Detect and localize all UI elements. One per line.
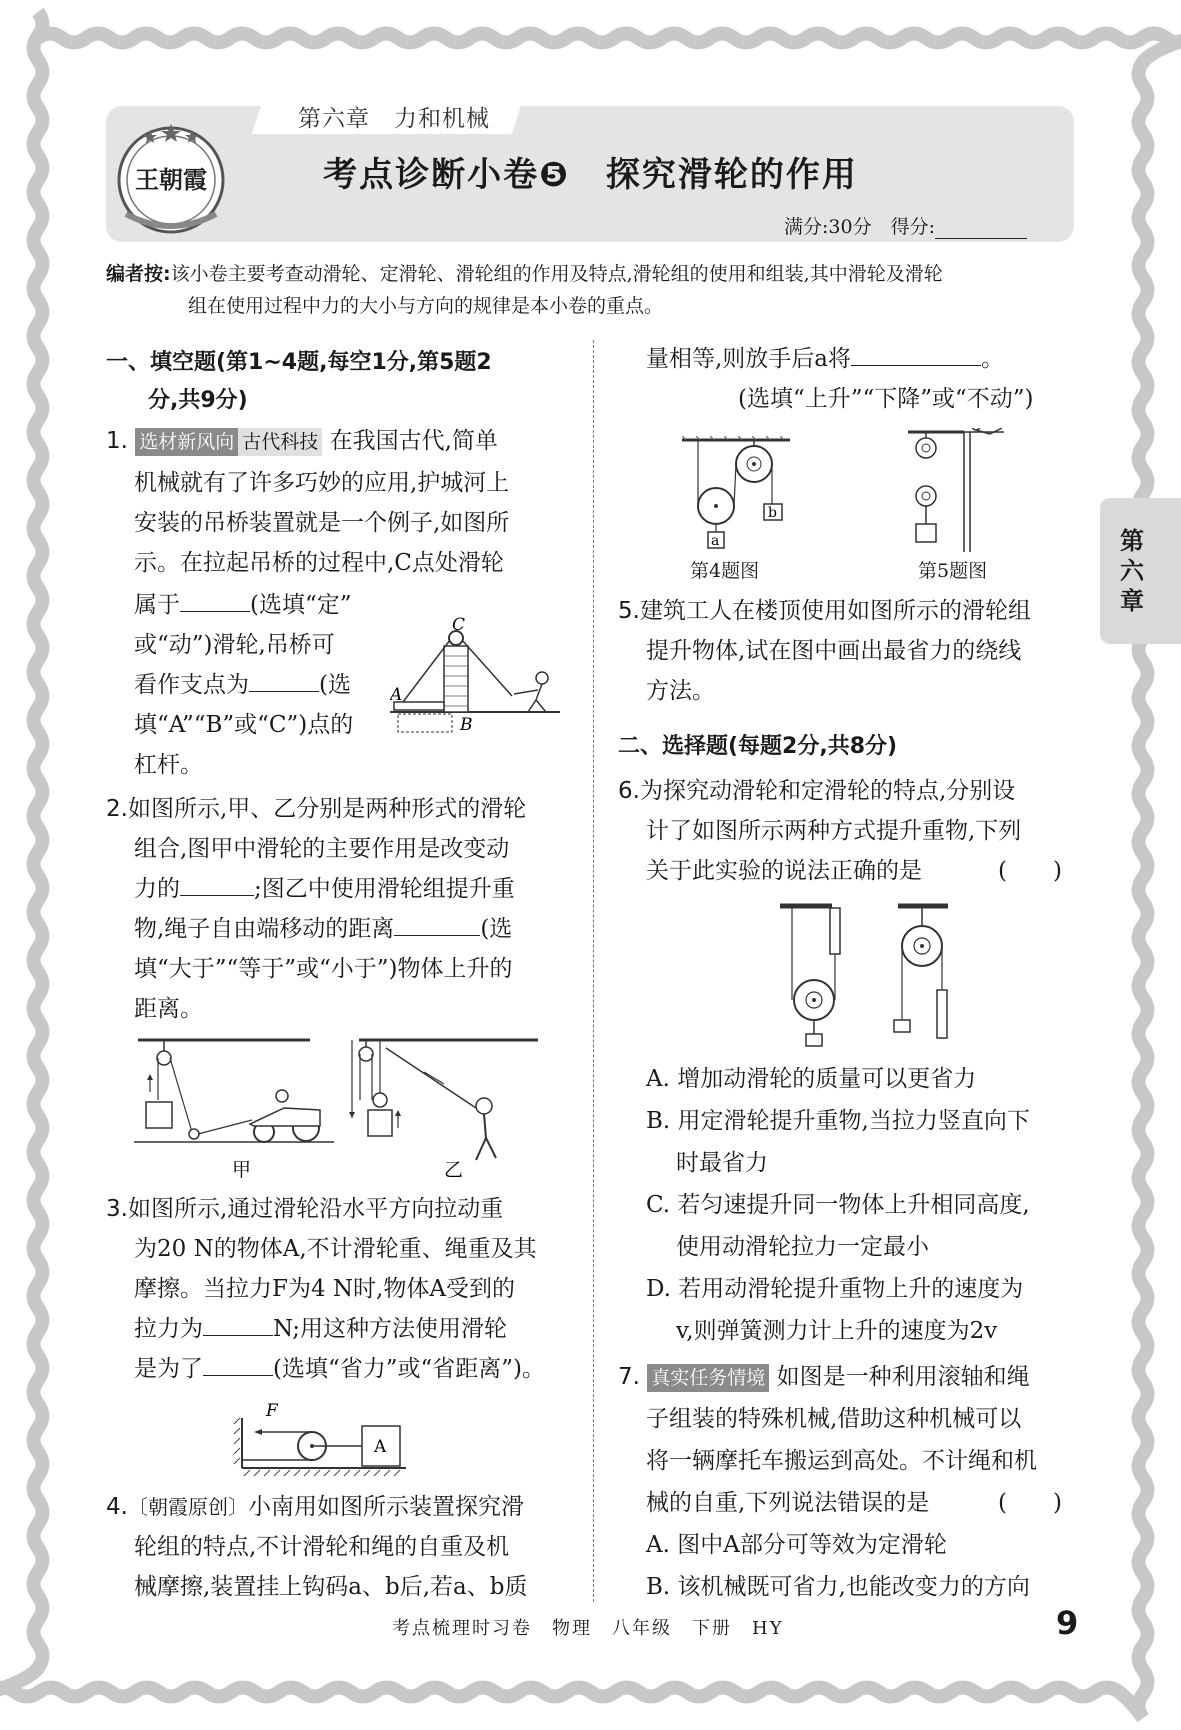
- chapter-side-tab-text: 第六章: [1120, 527, 1144, 615]
- q4-line2: 轮组的特点,不计滑轮和绳的自重及机: [134, 1534, 510, 1560]
- q7-line1: [618, 1356, 1030, 1398]
- section1-title-line1: 一、填空题(第1~4题,每空1分,第5题2: [106, 350, 492, 375]
- q2-caption-yi: 乙: [444, 1159, 464, 1181]
- q4-line5: (选填“上升”“下降”或“不动”): [738, 386, 1034, 412]
- q2-text-4b: (选: [480, 916, 513, 942]
- q3-text-5a: 是为了: [134, 1356, 203, 1382]
- q1-line4: 示。在拉起吊桥的过程中,C点处滑轮: [134, 550, 504, 576]
- q3-text-5b: (选填“省力”或“省距离”)。: [273, 1356, 545, 1382]
- q1-line2: 机械就有了许多巧妙的应用,护城河上: [134, 470, 510, 496]
- section2-title: 二、选择题(每题2分,共8分): [618, 734, 898, 759]
- q6-option-c-line2: 使用动滑轮拉力一定最小: [676, 1234, 929, 1260]
- q7-badge: 真实任务情境: [647, 1364, 769, 1392]
- q5-line2: 提升物体,试在图中画出最省力的绕线: [646, 638, 1022, 664]
- chapter-label: 第六章 力和机械: [298, 106, 490, 132]
- q1-text-5a: 属于: [134, 592, 180, 618]
- q2-line2: 组合,图甲中滑轮的主要作用是改变动: [134, 836, 510, 862]
- q2-text-3a: 力的: [134, 876, 180, 902]
- q2-blank-2[interactable]: [394, 909, 480, 936]
- q1-number: 1.: [106, 428, 128, 454]
- q1-drawbridge-figure: [390, 616, 560, 740]
- score-label: 满分:30分 得分:: [784, 216, 935, 238]
- q5-line1: [618, 590, 1031, 632]
- q3-line1: [106, 1188, 503, 1230]
- editor-note: [106, 258, 1080, 322]
- q7-line2: 子组装的特殊机械,借助这种机械可以: [646, 1406, 1022, 1432]
- q1-blank-1[interactable]: [180, 585, 250, 612]
- q4-pulley-figure: [680, 436, 792, 558]
- section1-title-line2: 分,共9分): [148, 388, 248, 413]
- q1-line9: 杠杆。: [134, 752, 203, 778]
- editor-note-line2: 组在使用过程中力的大小与方向的规律是本小卷的重点。: [188, 295, 664, 317]
- q6-option-b-line1[interactable]: B. 用定滑轮提升重物,当拉力竖直向下: [646, 1108, 1030, 1134]
- q3-line2: 为20 N的物体A,不计滑轮重、绳重及其: [134, 1236, 537, 1262]
- q3-text-1: 如图所示,通过滑轮沿水平方向拉动重: [127, 1196, 504, 1222]
- q7-number: 7.: [618, 1364, 640, 1390]
- q2-text-4a: 物,绳子自由端移动的距离: [134, 916, 395, 942]
- q1-text-7a: 看作支点为: [134, 672, 249, 698]
- q5-number: 5.: [618, 598, 640, 624]
- q3-number: 3.: [106, 1196, 128, 1222]
- q6-option-c-line1[interactable]: C. 若匀速提升同一物体上升相同高度,: [646, 1192, 1030, 1218]
- q7-line3: 将一辆摩托车搬运到高处。不计绳和机: [646, 1448, 1037, 1474]
- q3-blank-1[interactable]: [203, 1309, 273, 1336]
- q1-line6: 或“动”)滑轮,吊桥可: [134, 632, 335, 658]
- q6-answer-paren[interactable]: ( ): [998, 858, 1062, 884]
- q3-text-4b: N;用这种方法使用滑轮: [273, 1316, 508, 1342]
- q3-text-4a: 拉力为: [134, 1316, 203, 1342]
- q6-text-1: 为探究动滑轮和定滑轮的特点,分别设: [639, 778, 1016, 804]
- q2-line1: [106, 788, 526, 830]
- q3-line4: [134, 1308, 507, 1350]
- q3-line3: 摩擦。当拉力F为4 N时,物体A受到的: [134, 1276, 515, 1302]
- q7-line4: 械的自重,下列说法错误的是: [646, 1490, 930, 1516]
- q4-fig-label-a: a: [711, 533, 720, 549]
- q6-option-b-line2: 时最省力: [676, 1150, 768, 1176]
- q7-option-b[interactable]: B. 该机械既可省力,也能改变力的方向: [646, 1574, 1030, 1600]
- q2-blank-1[interactable]: [180, 869, 254, 896]
- q6-option-d-line2: v,则弹簧测力计上升的速度为2v: [676, 1318, 998, 1344]
- q3-fig-label-f: F: [266, 1401, 278, 1421]
- page-title: 考点诊断小卷❺ 探究滑轮的作用: [323, 155, 858, 195]
- footer-text: 考点梳理时习卷 物理 八年级 下册 HY: [392, 1618, 784, 1639]
- q2-caption-jia: 甲: [232, 1159, 252, 1181]
- q2-line5: 填“大于”“等于”或“小于”)物体上升的: [134, 956, 513, 982]
- q4-line3: 械摩擦,装置挂上钩码a、b后,若a、b质: [134, 1574, 528, 1600]
- column-divider: [593, 340, 594, 1602]
- q1-text-1: 在我国古代,简单: [329, 428, 498, 454]
- q6-line1: [618, 770, 1015, 812]
- q4-number: 4.: [106, 1494, 128, 1520]
- q7-option-a[interactable]: A. 图中A部分可等效为定滑轮: [646, 1532, 947, 1558]
- q1-line7: [134, 664, 351, 706]
- q2-pulley-figures: [134, 1034, 546, 1184]
- q6-line3: 关于此实验的说法正确的是: [646, 858, 922, 884]
- q6-option-d-line1[interactable]: D. 若用动滑轮提升重物上升的速度为: [646, 1276, 1024, 1302]
- q1-line1: [106, 420, 498, 462]
- q4-caption: 第4题图: [690, 560, 760, 582]
- q4-text-4b: 。: [981, 346, 1005, 372]
- q5-pulley-figure: [906, 428, 1006, 552]
- q1-line5: [134, 584, 352, 626]
- q3-horizontal-pulley-figure: [230, 1398, 410, 1478]
- q4-blank-1[interactable]: [851, 339, 981, 366]
- q2-line4: [134, 908, 512, 950]
- logo-text: 王朝霞: [135, 165, 207, 194]
- q1-text-7b: (选: [319, 672, 351, 698]
- q2-line3: [134, 868, 515, 910]
- q6-number: 6.: [618, 778, 640, 804]
- q5-text-1: 建筑工人在楼顶使用如图所示的滑轮组: [639, 598, 1031, 624]
- q5-caption: 第5题图: [918, 560, 988, 582]
- q6-pulley-figure: [778, 900, 962, 1050]
- q1-fig-label-a: A: [390, 685, 403, 705]
- q7-text-1: 如图是一种利用滚轴和绳: [776, 1364, 1030, 1390]
- editor-note-line1: 该小卷主要考查动滑轮、定滑轮、滑轮组的作用及特点,滑轮组的使用和组装,其中滑轮及滑轮: [170, 263, 943, 285]
- q2-line6: 距离。: [134, 996, 203, 1022]
- q2-number: 2.: [106, 796, 128, 822]
- q1-text-5b: (选填“定”: [250, 592, 352, 618]
- q4-text-1: 小南用如图所示装置探究滑: [247, 1494, 524, 1520]
- q4-tag: 〔朝霞原创〕: [127, 1495, 248, 1519]
- q2-text-3b: ;图乙中使用滑轮组提升重: [254, 876, 515, 902]
- page-number: 9: [1056, 1604, 1079, 1642]
- q2-text-1: 如图所示,甲、乙分别是两种形式的滑轮: [127, 796, 527, 822]
- q4-fig-label-b: b: [768, 505, 777, 521]
- q3-fig-label-a: A: [374, 1437, 387, 1457]
- q7-answer-paren[interactable]: ( ): [998, 1490, 1062, 1516]
- q3-blank-2[interactable]: [203, 1349, 273, 1376]
- q4-text-4a: 量相等,则放手后a将: [646, 346, 852, 372]
- q1-line3: 安装的吊桥装置就是一个例子,如图所: [134, 510, 510, 536]
- q1-badge-new: 选材新风向: [135, 428, 238, 456]
- q4-line4: [646, 338, 1004, 380]
- q1-fig-label-c: C: [452, 616, 466, 635]
- q1-fig-label-b: B: [460, 715, 473, 735]
- q5-line3: 方法。: [646, 678, 715, 704]
- score-line: [784, 212, 1027, 239]
- q1-badge-tech: 古代科技: [238, 428, 322, 456]
- q4-line1: [106, 1486, 524, 1528]
- q3-line5: [134, 1348, 545, 1390]
- q6-option-a[interactable]: A. 增加动滑轮的质量可以更省力: [646, 1066, 977, 1092]
- q1-line8: 填“A”“B”或“C”)点的: [134, 712, 354, 738]
- editor-note-label: 编者按:: [106, 263, 171, 285]
- q1-blank-2[interactable]: [249, 665, 319, 692]
- score-blank[interactable]: [935, 220, 1027, 239]
- q6-line2: 计了如图所示两种方式提升重物,下列: [646, 818, 1022, 844]
